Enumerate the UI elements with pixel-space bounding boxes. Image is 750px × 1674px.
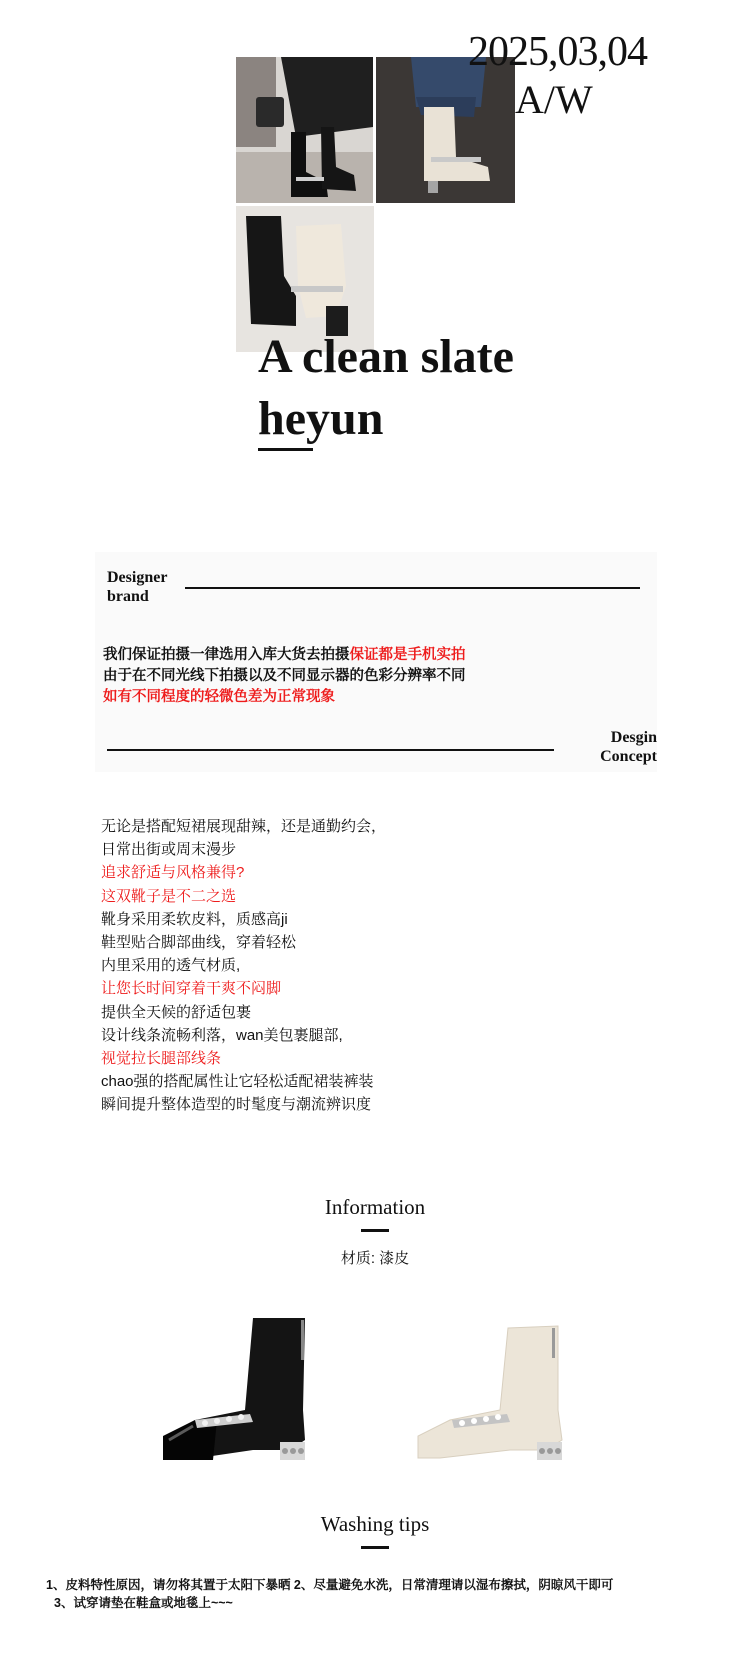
season-label: A/W xyxy=(515,77,593,122)
model-black-boots-photo xyxy=(236,57,373,203)
description-line: 无论是搭配短裙展现甜辣，还是通勤约会， xyxy=(101,818,387,835)
description-line: 靴身采用柔软皮料，质感高ji xyxy=(101,910,288,928)
description-line-highlight: 让您长时间穿着干爽不闷脚 xyxy=(101,980,282,998)
notice-line-1-text: 我们保证拍摄一律选用入库大货去拍摄 xyxy=(103,647,350,663)
description-line: 瞬间提升整体造型的时髦度与潮流辨识度 xyxy=(101,1096,372,1114)
description-line: chao强的搭配属性让它轻松适配裙装裤装 xyxy=(101,1073,374,1091)
description-line-highlight: 这双靴子是不二之选 xyxy=(101,887,237,905)
information-underline xyxy=(361,1229,389,1232)
headline-line-2: heyun xyxy=(258,392,384,445)
washing-tips-title: Washing tips xyxy=(320,1512,430,1536)
designer-brand-panel xyxy=(95,552,657,772)
cream-boot-product-image xyxy=(412,1310,582,1474)
designer-brand-label xyxy=(107,568,167,606)
brand-divider xyxy=(185,587,640,589)
description-line: 内里采用的透气材质, xyxy=(101,957,241,975)
concept-label-line-2: Concept xyxy=(600,748,657,765)
product-description xyxy=(101,815,386,1117)
washing-tip-line-2: 3、试穿请垫在鞋盒或地毯上~~~ xyxy=(54,1596,233,1610)
washing-tips-text xyxy=(46,1576,613,1612)
description-line: 设计线条流畅利落，wan美包裹腿部, xyxy=(101,1026,343,1044)
material-label: 材质: 漆皮 xyxy=(340,1250,410,1267)
description-line: 鞋型贴合脚部曲线，穿着轻松 xyxy=(101,934,297,952)
date-label: 2025,03,04 xyxy=(468,29,647,75)
headline xyxy=(258,326,514,450)
description-line: 日常出街或周末漫步 xyxy=(101,841,237,859)
washing-tip-line-1: 1、皮料特性原因，请勿将其置于太阳下暴晒 2、尽量避免水洗，日常清理请以湿布擦拭，阴晾风干即可 xyxy=(46,1578,614,1592)
concept-divider xyxy=(107,749,554,751)
concept-label-line-1: Desgin xyxy=(610,729,657,746)
designer-label-line-2: brand xyxy=(107,588,149,605)
headline-line-1: A clean slate xyxy=(258,330,514,383)
notice-line-1 xyxy=(103,645,466,666)
information-title: Information xyxy=(324,1195,426,1219)
description-line-highlight: 视觉拉长腿部线条 xyxy=(101,1050,222,1068)
notice-line-1-highlight: 保证都是手机实拍 xyxy=(349,647,466,663)
black-boot-product-image xyxy=(155,1310,325,1474)
description-line: 提供全天候的舒适包裹 xyxy=(101,1003,252,1021)
design-concept-label xyxy=(573,728,657,766)
notice-line-2: 由于在不同光线下拍摄以及不同显示器的色彩分辨率不同 xyxy=(103,668,466,684)
notice-line-3: 如有不同程度的轻微色差为正常现象 xyxy=(103,689,335,705)
washing-tips-underline xyxy=(361,1546,389,1549)
model-cream-boot-photo xyxy=(376,57,515,203)
description-line-highlight: 追求舒适与风格兼得? xyxy=(101,864,245,882)
designer-label-line-1: Designer xyxy=(107,569,168,586)
headline-underline xyxy=(258,448,313,451)
